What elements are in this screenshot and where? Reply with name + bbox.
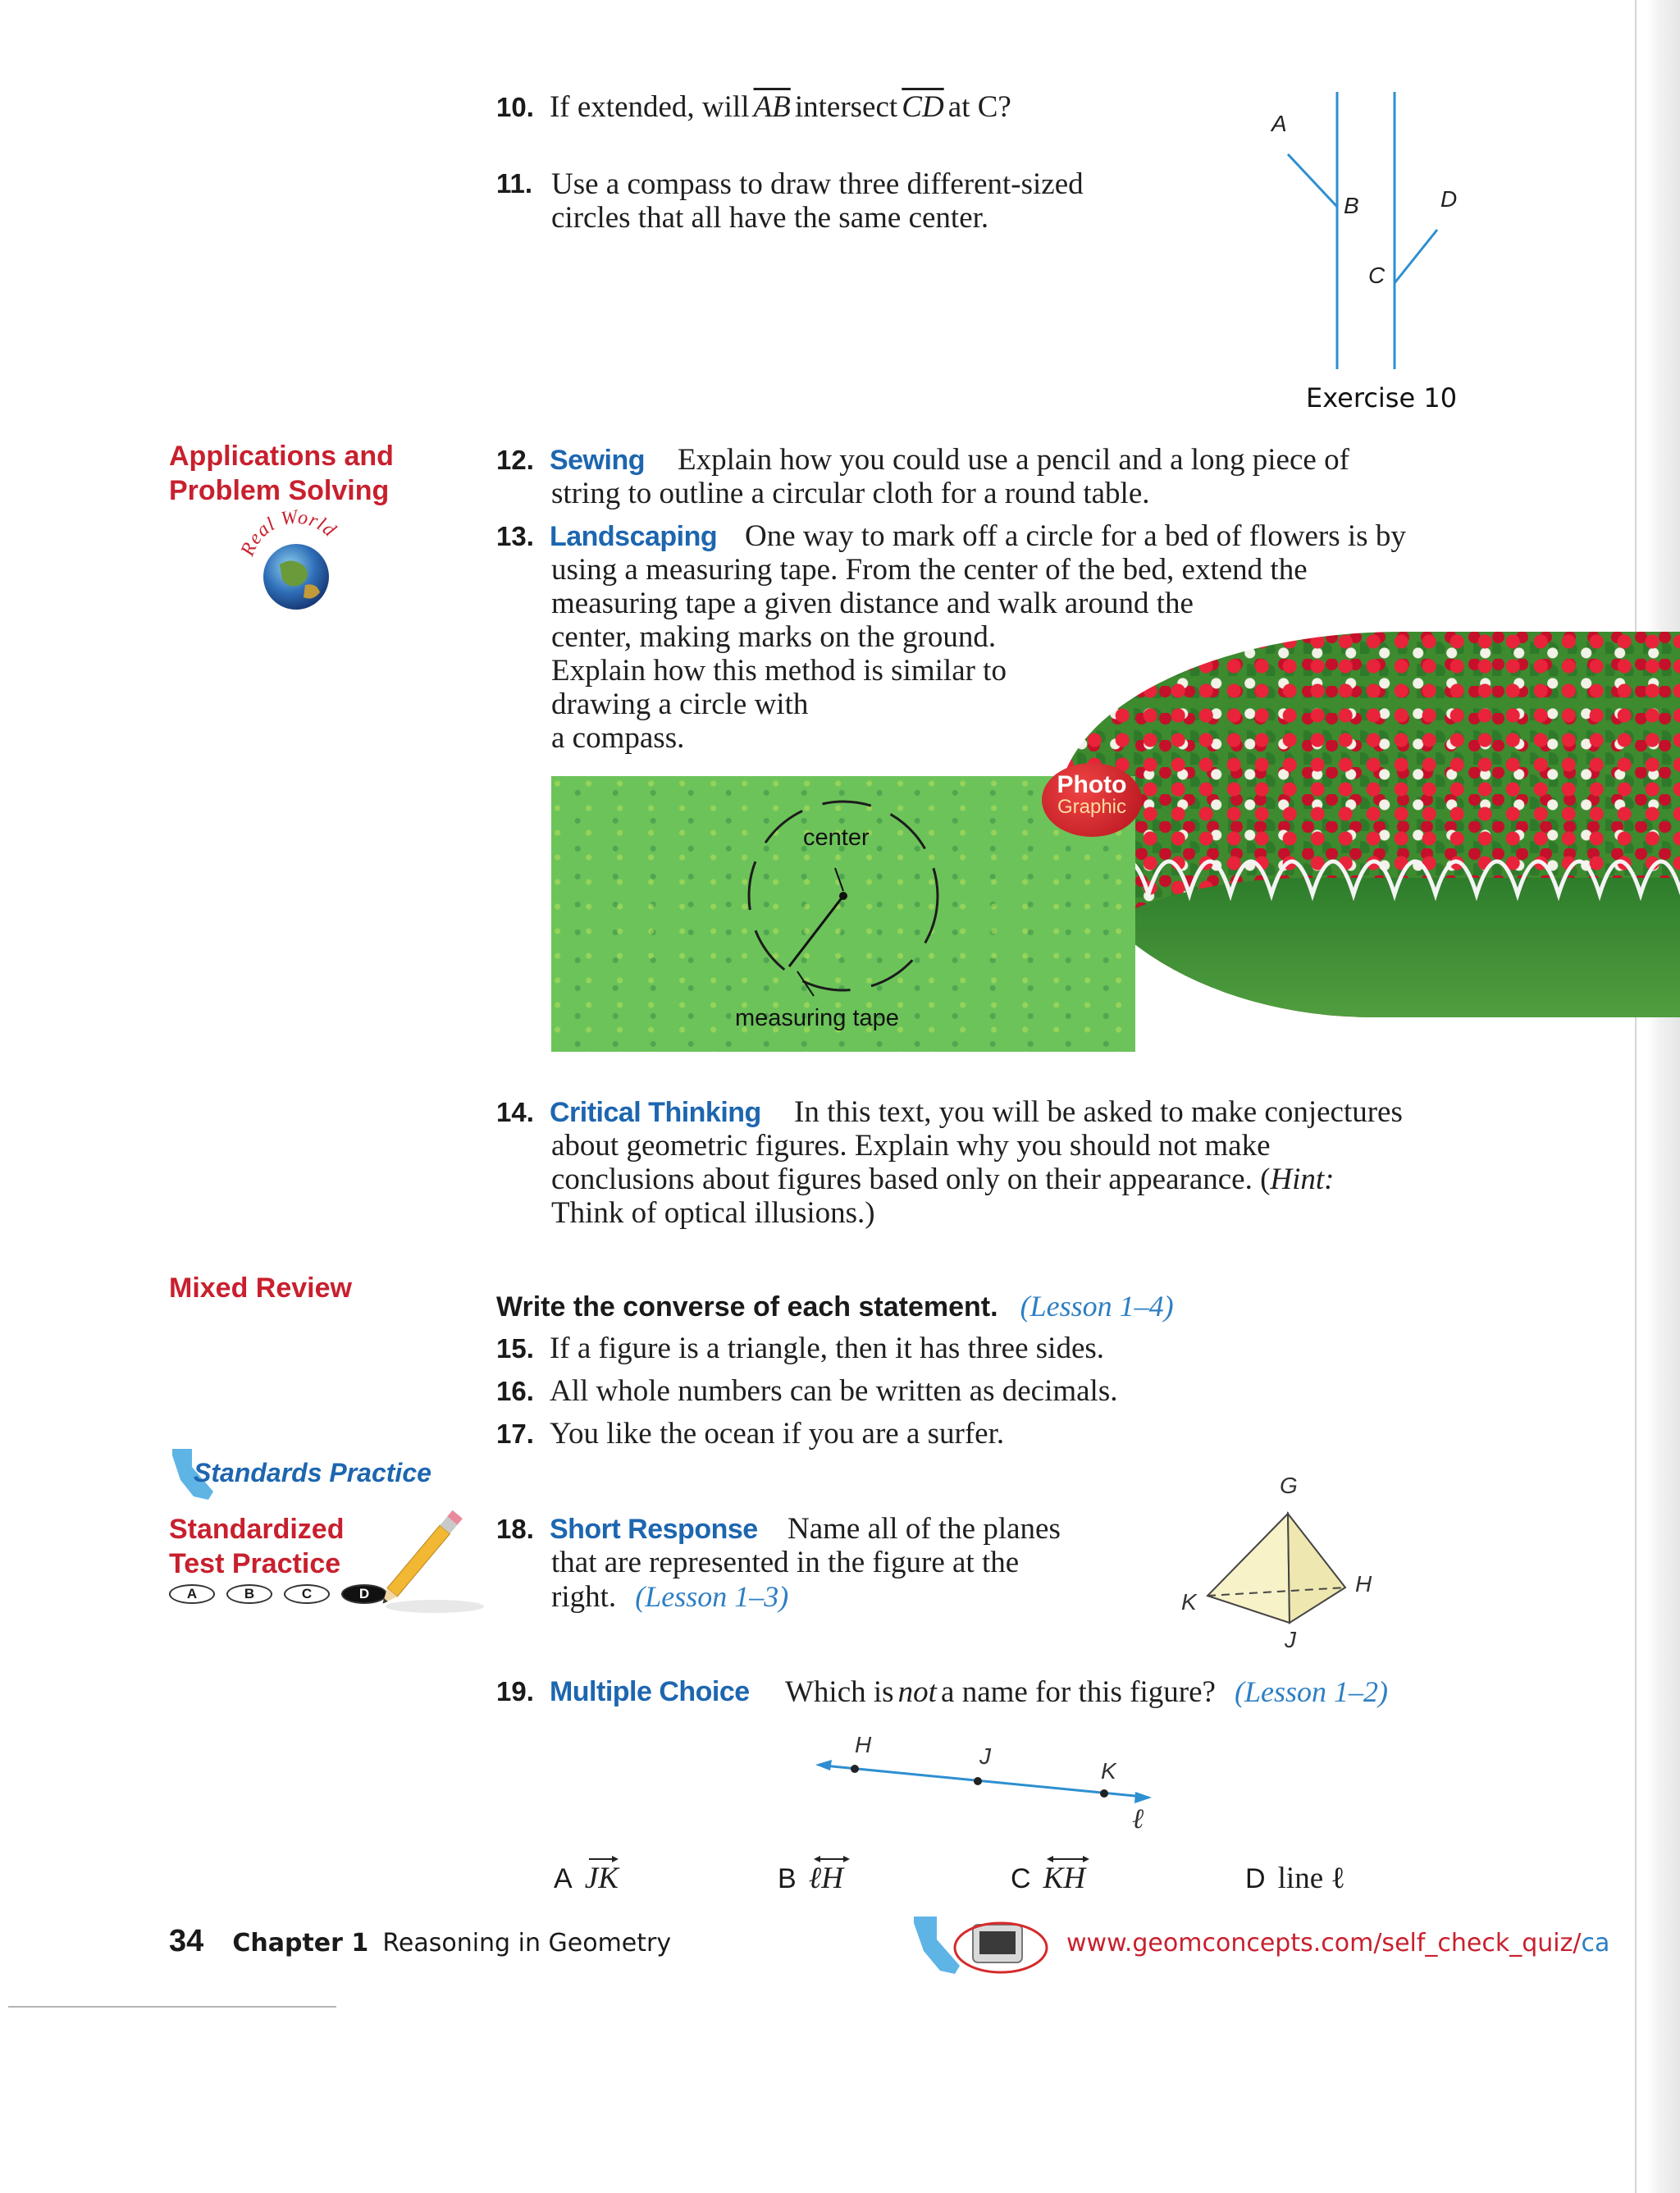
exercise-number: 16. <box>496 1376 534 1406</box>
exercise-text: If extended, will <box>549 90 750 124</box>
statement-text: All whole numbers can be written as decimals. <box>549 1374 1118 1408</box>
standardized-test-heading <box>169 1512 344 1581</box>
line-arrow-icon <box>1045 1854 1091 1864</box>
label-h: H <box>1355 1571 1372 1597</box>
chapter-label: Chapter 1 <box>232 1929 369 1958</box>
exercise-14 <box>496 1097 761 1129</box>
exercise-13 <box>496 521 717 553</box>
photo-graphic-badge <box>1042 763 1142 837</box>
lesson-reference: (Lesson 1–2) <box>1235 1675 1389 1708</box>
bubble-a: A <box>169 1584 215 1604</box>
text-segment: a name for this figure? <box>941 1675 1216 1709</box>
line-figure <box>812 1723 1173 1838</box>
label-d: D <box>1440 186 1458 212</box>
exercise-text: at C? <box>947 90 1011 124</box>
choice-text: line ℓ <box>1277 1862 1346 1895</box>
label-k: K <box>1181 1589 1197 1615</box>
bubble-c: C <box>284 1584 330 1604</box>
exercise-number: 19. <box>496 1676 534 1706</box>
exercise-11 <box>496 168 532 199</box>
measuring-tape-line <box>789 896 843 966</box>
label-center: center <box>803 825 870 851</box>
flower-bed-photo <box>1058 632 1680 1017</box>
exercise-12-line2: string to outline a circular cloth for a round table. <box>551 477 1150 510</box>
instruction-text: Write the converse of each statement. <box>496 1291 998 1323</box>
segment-ab-line <box>1288 154 1337 207</box>
text-segment: right. <box>551 1580 617 1614</box>
badge-line2: Graphic <box>1057 796 1127 818</box>
list-item <box>496 1417 1118 1460</box>
emphasis-not: not <box>897 1675 937 1709</box>
pencil-icon <box>361 1501 484 1616</box>
exercise-number: 12. <box>496 445 534 475</box>
label-j: J <box>1285 1627 1296 1652</box>
exercise-number: 18. <box>496 1514 534 1544</box>
standards-practice-label: Standards Practice <box>194 1458 431 1487</box>
exercise-topic: Multiple Choice <box>549 1676 750 1707</box>
label-b: B <box>1344 193 1359 218</box>
page-edge-shadow <box>1647 0 1680 2193</box>
choice-text-ray: JK <box>584 1862 619 1895</box>
text-line: drawing a circle with <box>551 688 809 721</box>
exercise-10 <box>496 90 1011 124</box>
text-line: measuring tape a given distance and walk around the <box>551 587 1194 620</box>
hint-label: Hint: <box>1270 1163 1335 1196</box>
url-main: www.geomconcepts.com/self_check_quiz/ <box>1066 1929 1582 1958</box>
exercise-10-figure <box>1255 82 1468 377</box>
exercise-text: intersect <box>794 90 898 124</box>
exercise-topic: Critical Thinking <box>549 1097 761 1128</box>
label-c: C <box>1368 263 1386 288</box>
exercise-18-line3 <box>551 1579 788 1614</box>
label-g: G <box>1280 1473 1298 1498</box>
exercise-13-line1: One way to mark off a circle for a bed of flowers is by <box>745 519 1406 553</box>
answer-bubbles <box>169 1584 387 1604</box>
statement-text: If a figure is a triangle, then it has three sides. <box>549 1332 1105 1365</box>
mixed-review-heading: Mixed Review <box>169 1272 352 1304</box>
choice-a[interactable] <box>554 1862 619 1895</box>
list-item <box>496 1332 1118 1374</box>
pyramid-figure <box>1173 1469 1386 1657</box>
exercise-14-line1: In this text, you will be asked to make conjectures <box>794 1095 1403 1129</box>
page-number: 34 <box>169 1924 204 1958</box>
bubble-d: D <box>341 1584 387 1604</box>
choice-letter: D <box>1245 1863 1266 1894</box>
text-segment: Which is <box>785 1675 894 1709</box>
text-line: using a measuring tape. From the center of the bed, extend the <box>551 553 1308 587</box>
heading-line: Applications and <box>169 441 394 472</box>
center-pointer <box>835 868 843 891</box>
text-line <box>551 1163 1335 1196</box>
choice-letter: C <box>1011 1863 1031 1894</box>
choice-d[interactable] <box>1245 1862 1345 1895</box>
self-check-quiz-icon <box>909 1908 1053 1982</box>
chapter-title: Reasoning in Geometry <box>382 1929 672 1958</box>
exercise-number: 17. <box>496 1419 534 1449</box>
figure-caption: Exercise 10 <box>1306 382 1458 413</box>
line-arrow-icon <box>812 1854 851 1864</box>
converse-list <box>496 1332 1118 1460</box>
text-line: center, making marks on the ground. <box>551 620 997 654</box>
text-line: a compass. <box>551 721 685 755</box>
label-measuring-tape: measuring tape <box>735 1005 899 1031</box>
choice-letter: B <box>778 1863 797 1894</box>
exercise-topic: Sewing <box>549 445 645 476</box>
bubble-b: B <box>226 1584 272 1604</box>
exercise-number: 15. <box>496 1333 534 1364</box>
exercise-number: 13. <box>496 521 534 551</box>
segment-cd: $\overline{CD}$ <box>902 90 944 124</box>
exercise-14-body <box>551 1129 1335 1230</box>
statement-text: You like the ocean if you are a surfer. <box>549 1417 1005 1451</box>
choice-b[interactable] <box>778 1862 843 1895</box>
label-j: J <box>979 1743 991 1769</box>
real-world-text: Real World <box>236 507 340 560</box>
exercise-18 <box>496 1514 758 1546</box>
exercise-12 <box>496 445 645 477</box>
exercise-19-question <box>785 1674 1388 1709</box>
label-a: A <box>1271 111 1287 136</box>
text-line: circles that all have the same center. <box>551 201 989 235</box>
footer-rule <box>8 2006 336 2008</box>
heading-line: Test Practice <box>169 1548 341 1579</box>
choice-text-line: KH <box>1043 1862 1086 1895</box>
heading-line: Problem Solving <box>169 475 390 506</box>
segment-cd-line <box>1395 230 1437 283</box>
badge-line1: Photo <box>1057 771 1127 798</box>
label-l: ℓ <box>1132 1804 1144 1834</box>
text-line: Think of optical illusions.) <box>551 1196 875 1230</box>
exercise-topic: Landscaping <box>549 521 718 552</box>
exercise-number: 10. <box>496 92 534 122</box>
url-suffix: ca <box>1581 1929 1610 1958</box>
ray-arrow-icon <box>587 1854 620 1864</box>
exercise-number: 14. <box>496 1097 534 1127</box>
page-edge-line <box>1635 0 1637 2193</box>
exercise-11-text <box>551 167 1084 235</box>
choice-c[interactable] <box>1011 1862 1085 1895</box>
exercise-number: 11. <box>496 168 533 199</box>
exercise-18-line2: that are represented in the figure at the <box>551 1546 1020 1579</box>
text-segment: conclusions about figures based only on their appearance. ( <box>551 1163 1271 1196</box>
lesson-reference: (Lesson 1–3) <box>635 1580 789 1613</box>
segment-ab: $\overline{AB}$ <box>753 90 791 124</box>
choice-text-line: ℓH <box>808 1862 843 1895</box>
label-k: K <box>1101 1758 1116 1784</box>
exercise-19 <box>496 1676 750 1708</box>
quiz-url[interactable] <box>1066 1929 1609 1958</box>
choice-letter: A <box>554 1863 573 1894</box>
real-world-globe-icon <box>235 507 358 614</box>
text-line: Explain how this method is similar to <box>551 654 1007 688</box>
heading-line: Standardized <box>169 1514 345 1545</box>
lesson-reference: (Lesson 1–4) <box>1020 1290 1174 1323</box>
applications-heading <box>169 439 394 508</box>
text-line: about geometric figures. Explain why you should not make <box>551 1129 1271 1163</box>
exercise-topic: Short Response <box>549 1514 758 1545</box>
white-fence <box>1107 820 1680 911</box>
text-line: Use a compass to draw three different-sized <box>551 167 1084 201</box>
exercise-12-line1: Explain how you could use a pencil and a long piece of <box>678 443 1349 477</box>
mixed-review-instruction <box>496 1289 1174 1323</box>
exercise-18-line1: Name all of the planes <box>788 1512 1061 1546</box>
page-footer <box>169 1924 671 1959</box>
list-item <box>496 1374 1118 1417</box>
label-h: H <box>855 1732 872 1757</box>
